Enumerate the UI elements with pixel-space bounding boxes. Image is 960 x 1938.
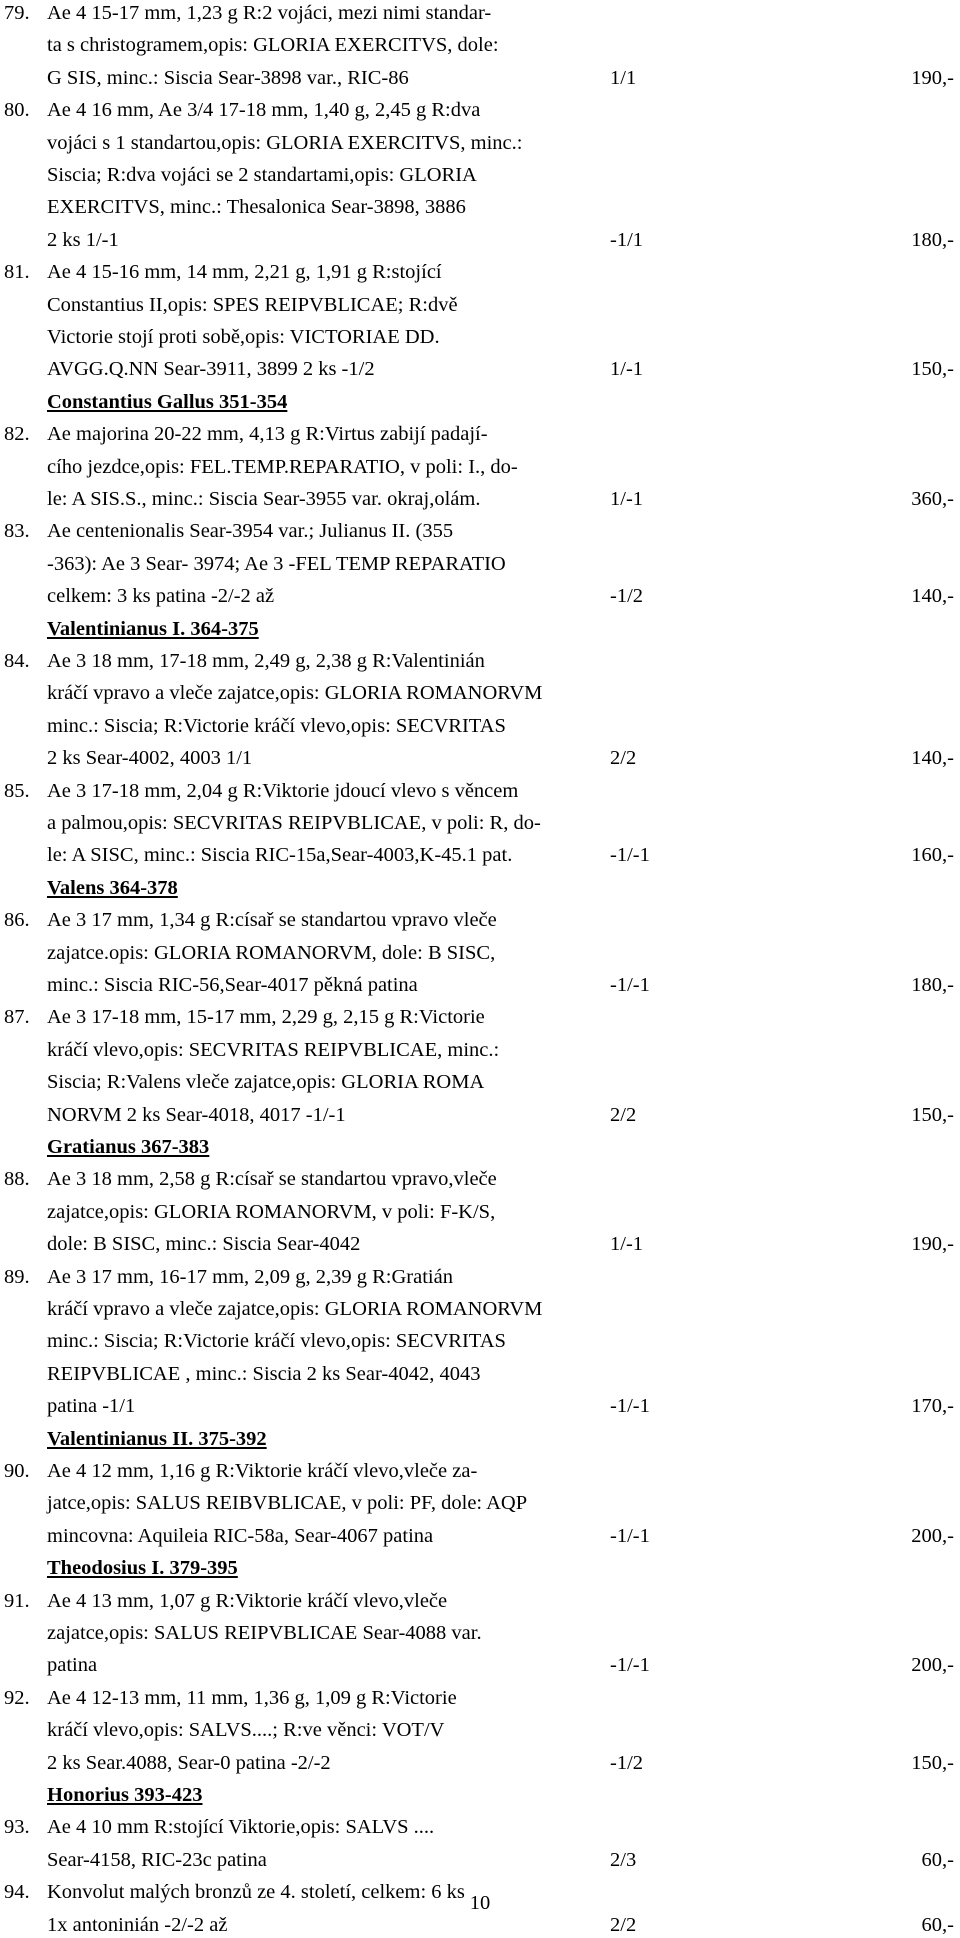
ruler-name: Valens 364-378 (47, 876, 178, 899)
item-description: Ae 4 12 mm, 1,16 g R:Viktorie kráčí vlevo,vleče za- (47, 1460, 478, 1482)
ruler-name: Valentinianus II. 375-392 (47, 1427, 267, 1450)
catalog-line (0, 454, 960, 480)
item-number: 82. (4, 423, 30, 446)
ruler-heading (0, 1782, 960, 1808)
ruler-heading (0, 389, 960, 415)
item-grade: 1/-1 (610, 1233, 644, 1256)
item-description: Ae 4 10 mm R:stojící Viktorie,opis: SALVS .... (47, 1816, 435, 1839)
item-description: NORVM 2 ks Sear-4018, 4017 -1/-1 (47, 1103, 346, 1126)
item-description: Constantius II,opis: SPES REIPVBLICAE; R:dvě (47, 293, 458, 316)
item-description: AVGG.Q.NN Sear-3911, 3899 2 ks -1/2 (47, 358, 375, 381)
item-description: le: A SISC, minc.: Siscia RIC-15a,Sear-4003,K-45.1 pat. (47, 844, 513, 867)
catalog-line (0, 1166, 960, 1192)
item-grade: 2/2 (610, 1103, 637, 1126)
item-number: 81. (4, 261, 30, 284)
item-description: Ae 3 17-18 mm, 15-17 mm, 2,29 g, 2,15 g R:Victorie (47, 1006, 485, 1029)
item-number: 86. (4, 909, 30, 932)
item-grade: 2/3 (610, 1848, 637, 1871)
catalog-line (0, 1102, 960, 1128)
item-grade: -1/2 (610, 1751, 644, 1774)
item-grade: 1/1 (610, 66, 637, 89)
catalog-line (0, 1652, 960, 1678)
catalog-line (0, 1458, 960, 1484)
catalog-line (0, 130, 960, 156)
item-grade: -1/-1 (610, 974, 650, 996)
catalog-line (0, 1620, 960, 1646)
catalog-line (0, 1685, 960, 1711)
ruler-name: Honorius 393-423 (47, 1784, 203, 1806)
catalog-line (0, 1264, 960, 1290)
item-description: kráčí vpravo a vleče zajatce,opis: GLORIA ROMANORVM (47, 682, 543, 705)
item-description: Ae centenionalis Sear-3954 var.; Julianus II. (355 (47, 520, 454, 543)
item-price: 60,- (921, 1913, 954, 1936)
item-description: Siscia; R:dva vojáci se 2 standartami,opis: GLORIA (47, 164, 477, 186)
catalog-line (0, 907, 960, 933)
item-grade: -1/-1 (610, 844, 650, 867)
item-description: celkem: 3 ks patina -2/-2 až (47, 585, 275, 608)
catalog-line (0, 1847, 960, 1873)
ruler-heading (0, 616, 960, 642)
catalog-line (0, 1523, 960, 1549)
catalog-line (0, 1361, 960, 1387)
catalog-line (0, 1199, 960, 1225)
item-description: G SIS, minc.: Siscia Sear-3898 var., RIC-86 (47, 66, 409, 89)
catalog-line (0, 32, 960, 58)
catalog-line (0, 1037, 960, 1063)
item-description: zajatce,opis: SALUS REIPVBLICAE Sear-4088 var. (47, 1622, 482, 1644)
catalog-line (0, 65, 960, 91)
item-price: 180,- (911, 974, 954, 996)
catalog-line (0, 194, 960, 220)
item-price: 200,- (911, 1654, 954, 1677)
item-price: 140,- (911, 747, 954, 770)
item-description: Ae 3 17-18 mm, 2,04 g R:Viktorie jdoucí vlevo s věncem (47, 779, 519, 802)
item-grade: -1/1 (610, 228, 644, 251)
catalog-line (0, 842, 960, 868)
catalog-line (0, 648, 960, 674)
catalog-line (0, 713, 960, 739)
page-number: 10 (469, 1892, 491, 1914)
item-grade: 1/-1 (610, 358, 644, 381)
item-number: 93. (4, 1816, 30, 1839)
item-grade: 2/2 (610, 1913, 637, 1936)
item-description: patina (47, 1654, 98, 1677)
catalog-line (0, 680, 960, 706)
catalog-line (0, 0, 960, 26)
item-grade: -1/2 (610, 585, 644, 608)
item-price: 150,- (911, 1751, 954, 1774)
catalog-line (0, 810, 960, 836)
catalog-line (0, 551, 960, 577)
item-description: mincovna: Aquileia RIC-58a, Sear-4067 patina (47, 1524, 434, 1547)
item-number: 90. (4, 1460, 30, 1482)
ruler-name: Theodosius I. 379-395 (47, 1557, 238, 1580)
item-description: Konvolut malých bronzů ze 4. století, celkem: 6 ks (47, 1881, 465, 1904)
catalog-line (0, 1069, 960, 1095)
item-description: kráčí vlevo,opis: SALVS....; R:ve věnci: VOT/V (47, 1719, 445, 1742)
item-description: zajatce.opis: GLORIA ROMANORVM, dole: B SISC, (47, 941, 496, 964)
ruler-heading (0, 1426, 960, 1452)
item-grade: 1/-1 (610, 488, 644, 510)
catalog-line (0, 1328, 960, 1354)
catalog-line (0, 1393, 960, 1419)
item-price: 190,- (911, 1233, 954, 1256)
item-description: minc.: Siscia; R:Victorie kráčí vlevo,opis: SECVRITAS (47, 1330, 506, 1353)
item-description: vojáci s 1 standartou,opis: GLORIA EXERCITVS, minc.: (47, 131, 523, 154)
item-number: 94. (4, 1881, 30, 1904)
item-description: 2 ks 1/-1 (47, 228, 119, 251)
ruler-name: Valentinianus I. 364-375 (47, 617, 259, 640)
item-number: 92. (4, 1686, 30, 1709)
item-description: kráčí vlevo,opis: SECVRITAS REIPVBLICAE, minc.: (47, 1038, 500, 1061)
item-description: minc.: Siscia; R:Victorie kráčí vlevo,opis: SECVRITAS (47, 714, 506, 737)
item-price: 180,- (911, 228, 954, 251)
catalog-line (0, 1814, 960, 1840)
item-number: 89. (4, 1265, 30, 1288)
catalog-line (0, 162, 960, 188)
item-description: Ae 3 17 mm, 16-17 mm, 2,09 g, 2,39 g R:Gratián (47, 1265, 453, 1288)
item-description: Ae 4 12-13 mm, 11 mm, 1,36 g, 1,09 g R:Victorie (47, 1686, 457, 1709)
item-price: 360,- (911, 488, 954, 510)
item-description: a palmou,opis: SECVRITAS REIPVBLICAE, v poli: R, do- (47, 812, 541, 834)
item-grade: 2/2 (610, 747, 637, 770)
item-number: 80. (4, 99, 30, 122)
item-description: Siscia; R:Valens vleče zajatce,opis: GLORIA ROMA (47, 1071, 485, 1094)
item-description: Ae 4 13 mm, 1,07 g R:Viktorie kráčí vlevo,vleče (47, 1589, 448, 1612)
catalog-line (0, 1231, 960, 1257)
item-price: 160,- (911, 844, 954, 867)
item-description: ta s christogramem,opis: GLORIA EXERCITVS, dole: (47, 34, 499, 57)
item-number: 84. (4, 650, 30, 672)
catalog-line (0, 518, 960, 544)
catalog-line (0, 778, 960, 804)
catalog-line (0, 745, 960, 771)
item-price: 140,- (911, 585, 954, 608)
catalog-line (0, 1296, 960, 1322)
item-description: -363): Ae 3 Sear- 3974; Ae 3 -FEL TEMP REPARATIO (47, 552, 506, 575)
item-description: Ae 3 17 mm, 1,34 g R:císař se standartou vpravo vleče (47, 909, 497, 932)
ruler-name: Constantius Gallus 351-354 (47, 390, 288, 413)
catalog-line (0, 227, 960, 253)
item-description: EXERCITVS, minc.: Thesalonica Sear-3898, 3886 (47, 196, 466, 219)
item-description: Ae 3 18 mm, 17-18 mm, 2,49 g, 2,38 g R:Valentinián (47, 650, 485, 672)
item-description: Ae 4 15-16 mm, 14 mm, 2,21 g, 1,91 g R:stojící (47, 261, 442, 284)
catalog-line (0, 421, 960, 447)
item-description: cího jezdce,opis: FEL.TEMP.REPARATIO, v poli: I., do- (47, 455, 518, 478)
item-description: kráčí vpravo a vleče zajatce,opis: GLORIA ROMANORVM (47, 1298, 543, 1320)
item-grade: -1/-1 (610, 1524, 650, 1547)
item-description: minc.: Siscia RIC-56,Sear-4017 pěkná patina (47, 974, 418, 996)
item-price: 200,- (911, 1524, 954, 1547)
item-number: 91. (4, 1589, 30, 1612)
item-price: 60,- (921, 1848, 954, 1871)
item-grade: -1/-1 (610, 1654, 650, 1677)
catalog-line (0, 324, 960, 350)
item-description: 1x antoninián -2/-2 až (47, 1913, 228, 1936)
item-description: dole: B SISC, minc.: Siscia Sear-4042 (47, 1233, 361, 1256)
item-number: 85. (4, 779, 30, 802)
item-description: Ae majorina 20-22 mm, 4,13 g R:Virtus zabijí padají- (47, 423, 488, 446)
item-description: jatce,opis: SALUS REIBVBLICAE, v poli: PF, dole: AQP (47, 1492, 528, 1515)
catalog-line (0, 1490, 960, 1516)
item-description: Ae 4 16 mm, Ae 3/4 17-18 mm, 1,40 g, 2,45 g R:dva (47, 99, 481, 122)
catalog-line (0, 972, 960, 998)
item-description: patina -1/1 (47, 1395, 136, 1418)
item-price: 150,- (911, 358, 954, 381)
item-description: Victorie stojí proti sobě,opis: VICTORIAE DD. (47, 326, 440, 348)
item-price: 170,- (911, 1395, 954, 1418)
ruler-heading (0, 1134, 960, 1160)
ruler-heading (0, 1555, 960, 1581)
item-description: 2 ks Sear.4088, Sear-0 patina -2/-2 (47, 1751, 331, 1774)
catalog-line (0, 356, 960, 382)
catalog-line (0, 1750, 960, 1776)
catalog-line (0, 292, 960, 318)
item-description: le: A SIS.S., minc.: Siscia Sear-3955 var. okraj,olám. (47, 488, 481, 510)
item-description: Ae 4 15-17 mm, 1,23 g R:2 vojáci, mezi nimi standar- (47, 2, 492, 24)
catalog-line (0, 1588, 960, 1614)
catalog-line (0, 940, 960, 966)
catalog-line (0, 1717, 960, 1743)
ruler-name: Gratianus 367-383 (47, 1136, 210, 1158)
item-grade: -1/-1 (610, 1395, 650, 1418)
catalog-line (0, 1004, 960, 1030)
catalog-line (0, 97, 960, 123)
item-price: 150,- (911, 1103, 954, 1126)
item-description: 2 ks Sear-4002, 4003 1/1 (47, 747, 253, 770)
item-description: Sear-4158, RIC-23c patina (47, 1848, 267, 1871)
item-description: Ae 3 18 mm, 2,58 g R:císař se standartou vpravo,vleče (47, 1168, 497, 1191)
item-number: 83. (4, 520, 30, 543)
item-number: 87. (4, 1006, 30, 1029)
catalog-line (0, 259, 960, 285)
item-number: 88. (4, 1168, 30, 1191)
catalog-line (0, 486, 960, 512)
ruler-heading (0, 875, 960, 901)
item-number: 79. (4, 2, 30, 24)
item-description: REIPVBLICAE , minc.: Siscia 2 ks Sear-4042, 4043 (47, 1362, 481, 1385)
item-description: zajatce,opis: GLORIA ROMANORVM, v poli: F-K/S, (47, 1200, 496, 1223)
catalog-line (0, 583, 960, 609)
item-price: 190,- (911, 66, 954, 89)
